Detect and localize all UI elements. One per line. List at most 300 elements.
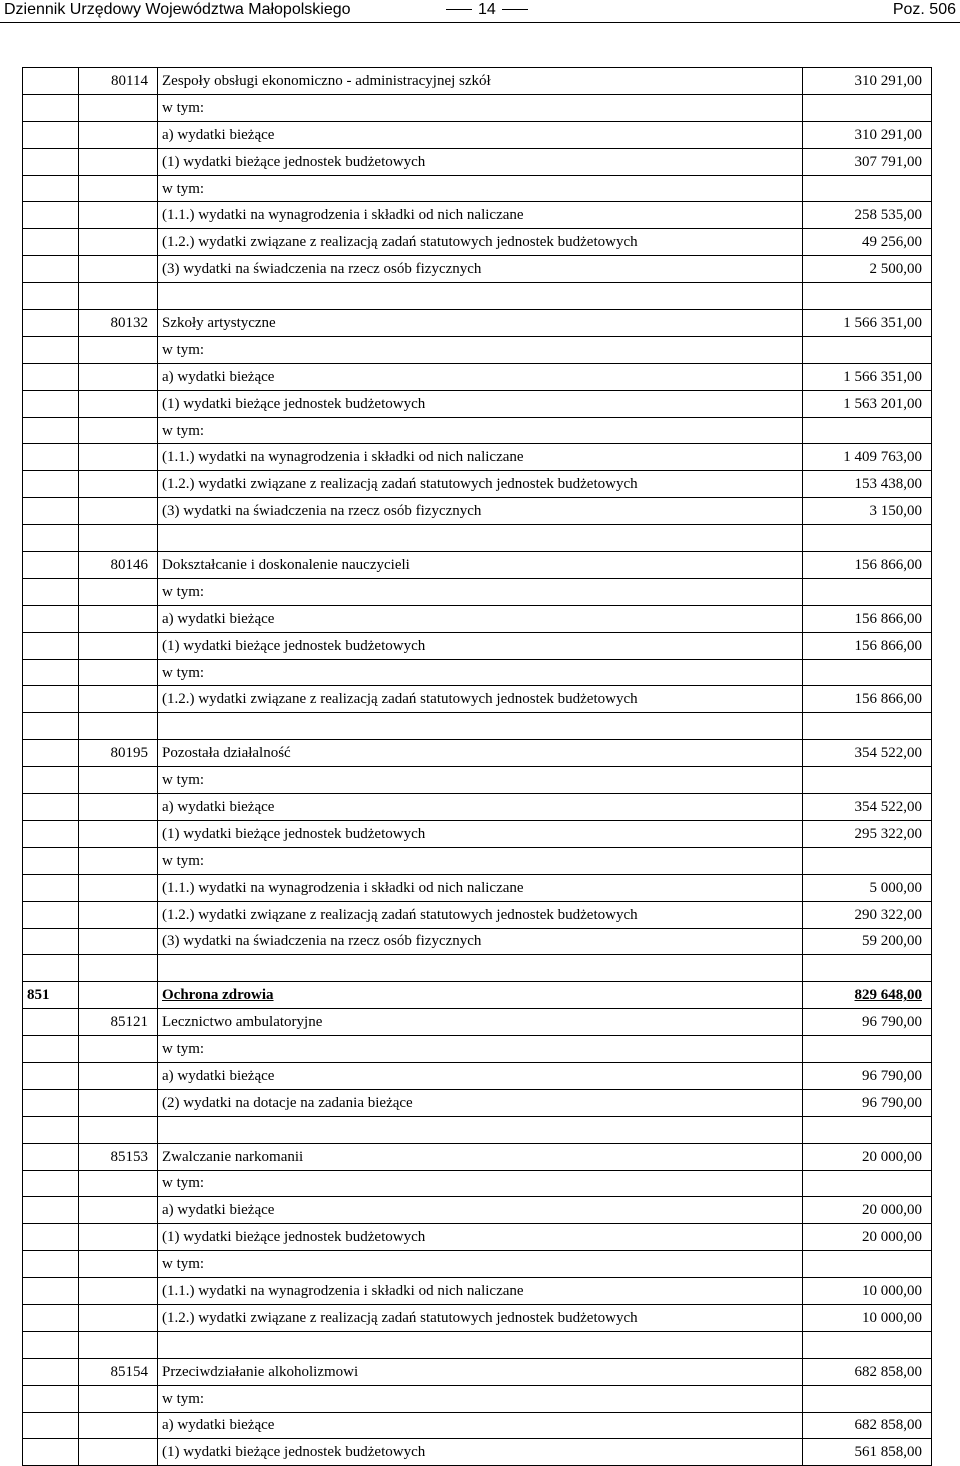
description-cell — [158, 1331, 803, 1358]
description-text: w tym: — [162, 772, 205, 789]
amount-cell — [803, 471, 932, 498]
description-text: Dokształcanie i doskonalenie nauczycieli — [162, 556, 410, 573]
amount-cell — [803, 659, 932, 686]
amount-text: 2 500,00 — [869, 261, 922, 278]
rozdzial-cell — [79, 525, 158, 552]
amount-text: 682 858,00 — [854, 1417, 922, 1434]
description-text: Zwalczanie narkomanii — [162, 1148, 304, 1165]
description-cell — [158, 498, 803, 525]
amount-text: 96 790,00 — [862, 1014, 922, 1031]
amount-cell — [803, 94, 932, 121]
description-text: w tym: — [162, 341, 205, 358]
dzial-cell — [23, 1036, 79, 1063]
description-text: (1.1.) wydatki na wynagrodzenia i składki od nich naliczane — [162, 449, 524, 466]
amount-cell — [803, 686, 932, 713]
rozdzial-cell — [79, 148, 158, 175]
dzial-cell — [23, 202, 79, 229]
table-row — [23, 874, 932, 901]
rozdzial-cell — [79, 1197, 158, 1224]
description-text: w tym: — [162, 1390, 205, 1407]
amount-text: 307 791,00 — [854, 153, 922, 170]
rozdzial-cell — [79, 928, 158, 955]
amount-text: 3 150,00 — [869, 503, 922, 520]
description-cell — [158, 310, 803, 337]
rozdzial-cell — [79, 336, 158, 363]
description-text: a) wydatki bieżące — [162, 798, 275, 815]
position-label: Poz. 506 — [892, 1, 956, 18]
dzial-cell — [23, 686, 79, 713]
rozdzial-cell — [79, 1089, 158, 1116]
amount-text: 156 866,00 — [854, 691, 922, 708]
description-cell — [158, 148, 803, 175]
dzial-cell — [23, 1304, 79, 1331]
amount-cell — [803, 1358, 932, 1385]
description-text: (1) wydatki bieżące jednostek budżetowych — [162, 825, 426, 842]
description-cell — [158, 1304, 803, 1331]
amount-cell — [803, 1251, 932, 1278]
dzial-cell — [23, 605, 79, 632]
rozdzial-cell: 85153 — [79, 1143, 158, 1170]
dzial-cell — [23, 68, 79, 95]
amount-cell — [803, 955, 932, 982]
description-cell — [158, 417, 803, 444]
amount-cell — [803, 121, 932, 148]
table-row — [23, 1385, 932, 1412]
description-text: (1) wydatki bieżące jednostek budżetowych — [162, 1444, 426, 1461]
amount-cell — [803, 874, 932, 901]
table-row — [23, 1009, 932, 1036]
amount-text: 290 322,00 — [854, 906, 922, 923]
description-cell — [158, 1116, 803, 1143]
table-row — [23, 498, 932, 525]
amount-text: 258 535,00 — [854, 207, 922, 224]
description-text: w tym: — [162, 99, 205, 116]
table-row — [23, 1439, 932, 1466]
amount-cell — [803, 928, 932, 955]
amount-text: 1 566 351,00 — [843, 314, 922, 331]
table-row — [23, 310, 932, 337]
description-cell — [158, 525, 803, 552]
rozdzial-cell — [79, 1036, 158, 1063]
table-row — [23, 1224, 932, 1251]
dzial-cell — [23, 363, 79, 390]
table-row — [23, 525, 932, 552]
amount-cell — [803, 175, 932, 202]
description-text: w tym: — [162, 1175, 205, 1192]
amount-cell — [803, 552, 932, 579]
dzial-cell — [23, 820, 79, 847]
dzial-cell — [23, 310, 79, 337]
rozdzial-cell — [79, 121, 158, 148]
description-text: (1.1.) wydatki na wynagrodzenia i składki od nich naliczane — [162, 879, 524, 896]
amount-text: 310 291,00 — [854, 126, 922, 143]
table-row — [23, 1278, 932, 1305]
amount-cell — [803, 1170, 932, 1197]
amount-cell — [803, 605, 932, 632]
table-row — [23, 767, 932, 794]
amount-cell — [803, 1036, 932, 1063]
table-row — [23, 847, 932, 874]
rozdzial-cell — [79, 1170, 158, 1197]
dzial-cell — [23, 471, 79, 498]
description-cell — [158, 794, 803, 821]
description-cell — [158, 1143, 803, 1170]
dzial-cell — [23, 525, 79, 552]
amount-cell — [803, 1385, 932, 1412]
description-cell — [158, 578, 803, 605]
amount-cell — [803, 1331, 932, 1358]
description-cell — [158, 659, 803, 686]
dzial-cell — [23, 1412, 79, 1439]
dzial-cell — [23, 175, 79, 202]
description-cell — [158, 1251, 803, 1278]
table-row — [23, 1143, 932, 1170]
table-row — [23, 229, 932, 256]
dzial-cell — [23, 1331, 79, 1358]
description-text: a) wydatki bieżące — [162, 610, 275, 627]
description-cell — [158, 686, 803, 713]
description-text: a) wydatki bieżące — [162, 1067, 275, 1084]
description-text: (1.1.) wydatki na wynagrodzenia i składki od nich naliczane — [162, 1283, 524, 1300]
table-row — [23, 417, 932, 444]
dzial-cell: 851 — [23, 982, 79, 1009]
amount-text: 96 790,00 — [862, 1067, 922, 1084]
amount-cell — [803, 390, 932, 417]
amount-text: 1 566 351,00 — [843, 368, 922, 385]
description-cell — [158, 202, 803, 229]
description-cell — [158, 444, 803, 471]
description-text: (3) wydatki na świadczenia na rzecz osób fizycznych — [162, 261, 482, 278]
amount-cell — [803, 417, 932, 444]
table-row — [23, 444, 932, 471]
amount-cell — [803, 1224, 932, 1251]
description-text: (1.2.) wydatki związane z realizacją zadań statutowych jednostek budżetowych — [162, 691, 638, 708]
rozdzial-cell — [79, 605, 158, 632]
description-cell — [158, 632, 803, 659]
rozdzial-cell: 80114 — [79, 68, 158, 95]
amount-text: 1 563 201,00 — [843, 395, 922, 412]
amount-cell — [803, 202, 932, 229]
dzial-cell — [23, 1358, 79, 1385]
amount-cell — [803, 283, 932, 310]
table-row — [23, 1358, 932, 1385]
dzial-cell — [23, 1224, 79, 1251]
page-number-value: 14 — [478, 1, 496, 18]
dzial-cell — [23, 874, 79, 901]
dzial-cell — [23, 713, 79, 740]
description-text: Lecznictwo ambulatoryjne — [162, 1014, 323, 1031]
description-cell — [158, 901, 803, 928]
amount-text: 561 858,00 — [854, 1444, 922, 1461]
description-cell — [158, 552, 803, 579]
description-cell — [158, 363, 803, 390]
description-cell — [158, 68, 803, 95]
amount-cell — [803, 256, 932, 283]
rozdzial-cell — [79, 1385, 158, 1412]
amount-cell — [803, 767, 932, 794]
amount-text: 682 858,00 — [854, 1363, 922, 1380]
table-row — [23, 740, 932, 767]
dzial-cell — [23, 390, 79, 417]
dzial-cell — [23, 1439, 79, 1466]
description-cell — [158, 847, 803, 874]
amount-cell — [803, 1062, 932, 1089]
table-row — [23, 820, 932, 847]
rozdzial-cell — [79, 767, 158, 794]
amount-text: 10 000,00 — [862, 1283, 922, 1300]
table-row — [23, 121, 932, 148]
rozdzial-cell: 85154 — [79, 1358, 158, 1385]
description-cell — [158, 229, 803, 256]
rozdzial-cell — [79, 471, 158, 498]
dzial-cell — [23, 121, 79, 148]
table-row — [23, 283, 932, 310]
amount-text: 49 256,00 — [862, 234, 922, 251]
amount-text: 153 438,00 — [854, 476, 922, 493]
description-cell — [158, 1036, 803, 1063]
amount-text: 354 522,00 — [854, 798, 922, 815]
amount-cell — [803, 1278, 932, 1305]
amount-cell — [803, 1143, 932, 1170]
description-cell — [158, 1385, 803, 1412]
description-cell — [158, 1197, 803, 1224]
journal-title: Dziennik Urzędowy Województwa Małopolskiego — [4, 1, 351, 18]
description-text: a) wydatki bieżące — [162, 368, 275, 385]
description-cell — [158, 1170, 803, 1197]
rozdzial-cell — [79, 1439, 158, 1466]
rozdzial-cell — [79, 847, 158, 874]
description-cell — [158, 820, 803, 847]
amount-text: 1 409 763,00 — [843, 449, 922, 466]
description-cell — [158, 390, 803, 417]
description-text: (2) wydatki na dotacje na zadania bieżące — [162, 1094, 413, 1111]
description-cell — [158, 256, 803, 283]
description-text: (1.2.) wydatki związane z realizacją zadań statutowych jednostek budżetowych — [162, 1309, 638, 1326]
table-row — [23, 471, 932, 498]
table-row — [23, 363, 932, 390]
description-cell — [158, 1358, 803, 1385]
rozdzial-cell — [79, 982, 158, 1009]
rozdzial-cell — [79, 686, 158, 713]
table-row — [23, 1331, 932, 1358]
dzial-cell — [23, 740, 79, 767]
description-text: a) wydatki bieżące — [162, 126, 275, 143]
description-cell — [158, 605, 803, 632]
dzial-cell — [23, 794, 79, 821]
table-row — [23, 1251, 932, 1278]
description-cell — [158, 874, 803, 901]
dzial-cell — [23, 1062, 79, 1089]
amount-cell — [803, 713, 932, 740]
amount-text: 295 322,00 — [854, 825, 922, 842]
dzial-cell — [23, 336, 79, 363]
dzial-cell — [23, 498, 79, 525]
amount-cell — [803, 794, 932, 821]
description-text: w tym: — [162, 1041, 205, 1057]
rozdzial-cell — [79, 202, 158, 229]
dzial-cell — [23, 847, 79, 874]
dzial-cell — [23, 901, 79, 928]
rozdzial-cell — [79, 1412, 158, 1439]
description-text: w tym: — [162, 180, 205, 197]
dzial-cell — [23, 767, 79, 794]
rozdzial-cell — [79, 417, 158, 444]
amount-cell — [803, 1304, 932, 1331]
dzial-cell — [23, 417, 79, 444]
dzial-cell — [23, 1278, 79, 1305]
amount-cell — [803, 740, 932, 767]
description-cell — [158, 1439, 803, 1466]
table-row — [23, 605, 932, 632]
description-text: Zespoły obsługi ekonomiczno - administracyjnej szkół — [162, 72, 491, 89]
table-row — [23, 713, 932, 740]
description-cell — [158, 94, 803, 121]
description-cell — [158, 955, 803, 982]
amount-cell — [803, 578, 932, 605]
rozdzial-cell — [79, 390, 158, 417]
rozdzial-cell — [79, 229, 158, 256]
amount-cell — [803, 229, 932, 256]
amount-text: 354 522,00 — [854, 745, 922, 762]
amount-text: 20 000,00 — [862, 1148, 922, 1165]
amount-cell — [803, 498, 932, 525]
dzial-cell — [23, 94, 79, 121]
table-row — [23, 552, 932, 579]
amount-text: 156 866,00 — [854, 556, 922, 573]
description-cell — [158, 121, 803, 148]
amount-text: 59 200,00 — [862, 933, 922, 950]
table-row — [23, 1170, 932, 1197]
amount-cell — [803, 1009, 932, 1036]
table-row — [23, 686, 932, 713]
description-text: w tym: — [162, 852, 205, 869]
rozdzial-cell — [79, 1331, 158, 1358]
description-cell — [158, 175, 803, 202]
amount-cell — [803, 68, 932, 95]
amount-cell — [803, 1439, 932, 1466]
table-row — [23, 794, 932, 821]
rozdzial-cell — [79, 1224, 158, 1251]
description-cell — [158, 1412, 803, 1439]
dzial-cell — [23, 1170, 79, 1197]
description-cell — [158, 1224, 803, 1251]
dzial-cell — [23, 552, 79, 579]
description-text: a) wydatki bieżące — [162, 1417, 275, 1434]
table-row — [23, 256, 932, 283]
rozdzial-cell — [79, 256, 158, 283]
description-text: (3) wydatki na świadczenia na rzecz osób fizycznych — [162, 503, 482, 520]
table-row — [23, 390, 932, 417]
dzial-cell — [23, 1116, 79, 1143]
description-text: (1.2.) wydatki związane z realizacją zadań statutowych jednostek budżetowych — [162, 234, 638, 251]
description-text: Przeciwdziałanie alkoholizmowi — [162, 1363, 359, 1380]
description-text: w tym: — [162, 1256, 205, 1273]
table-row — [23, 1116, 932, 1143]
rozdzial-cell — [79, 1304, 158, 1331]
amount-cell — [803, 901, 932, 928]
amount-cell — [803, 1197, 932, 1224]
description-text: w tym: — [162, 422, 205, 439]
amount-cell — [803, 444, 932, 471]
rozdzial-cell — [79, 578, 158, 605]
amount-cell — [803, 982, 932, 1009]
table-row — [23, 901, 932, 928]
table-row — [23, 1412, 932, 1439]
description-cell — [158, 928, 803, 955]
table-row — [23, 94, 932, 121]
rozdzial-cell — [79, 955, 158, 982]
rozdzial-cell — [79, 632, 158, 659]
table-row — [23, 336, 932, 363]
amount-cell — [803, 336, 932, 363]
table-row — [23, 68, 932, 95]
rozdzial-cell — [79, 820, 158, 847]
rozdzial-cell — [79, 363, 158, 390]
dzial-cell — [23, 659, 79, 686]
rozdzial-cell — [79, 444, 158, 471]
description-cell — [158, 982, 803, 1009]
budget-table-body — [23, 68, 932, 1466]
table-row — [23, 632, 932, 659]
description-cell — [158, 283, 803, 310]
amount-text: 829 648,00 — [854, 987, 922, 1004]
description-text: (1.2.) wydatki związane z realizacją zadań statutowych jednostek budżetowych — [162, 906, 638, 923]
dzial-cell — [23, 1197, 79, 1224]
dzial-cell — [23, 1143, 79, 1170]
table-row — [23, 578, 932, 605]
page-number — [440, 1, 534, 19]
rozdzial-cell: 85121 — [79, 1009, 158, 1036]
table-row — [23, 982, 932, 1009]
dzial-cell — [23, 955, 79, 982]
table-row — [23, 1197, 932, 1224]
dzial-cell — [23, 928, 79, 955]
description-cell — [158, 1062, 803, 1089]
description-text: Ochrona zdrowia — [162, 987, 274, 1004]
rozdzial-cell: 80132 — [79, 310, 158, 337]
dzial-cell — [23, 1251, 79, 1278]
description-text: w tym: — [162, 664, 205, 681]
rozdzial-cell — [79, 175, 158, 202]
table-row — [23, 1036, 932, 1063]
dzial-cell — [23, 148, 79, 175]
description-text: (1) wydatki bieżące jednostek budżetowych — [162, 1229, 426, 1246]
dzial-cell — [23, 578, 79, 605]
rozdzial-cell — [79, 659, 158, 686]
rozdzial-cell — [79, 1116, 158, 1143]
amount-cell — [803, 310, 932, 337]
rozdzial-cell: 80146 — [79, 552, 158, 579]
description-text: Pozostała działalność — [162, 745, 291, 762]
table-row — [23, 659, 932, 686]
table-row — [23, 1089, 932, 1116]
amount-cell — [803, 1089, 932, 1116]
amount-text: 5 000,00 — [869, 879, 922, 896]
rozdzial-cell — [79, 874, 158, 901]
description-text: Szkoły artystyczne — [162, 314, 276, 331]
dzial-cell — [23, 632, 79, 659]
table-row — [23, 175, 932, 202]
table-row — [23, 202, 932, 229]
dzial-cell — [23, 256, 79, 283]
description-cell — [158, 740, 803, 767]
table-row — [23, 928, 932, 955]
rozdzial-cell — [79, 283, 158, 310]
amount-cell — [803, 148, 932, 175]
description-cell — [158, 1278, 803, 1305]
dzial-cell — [23, 283, 79, 310]
description-cell — [158, 1089, 803, 1116]
